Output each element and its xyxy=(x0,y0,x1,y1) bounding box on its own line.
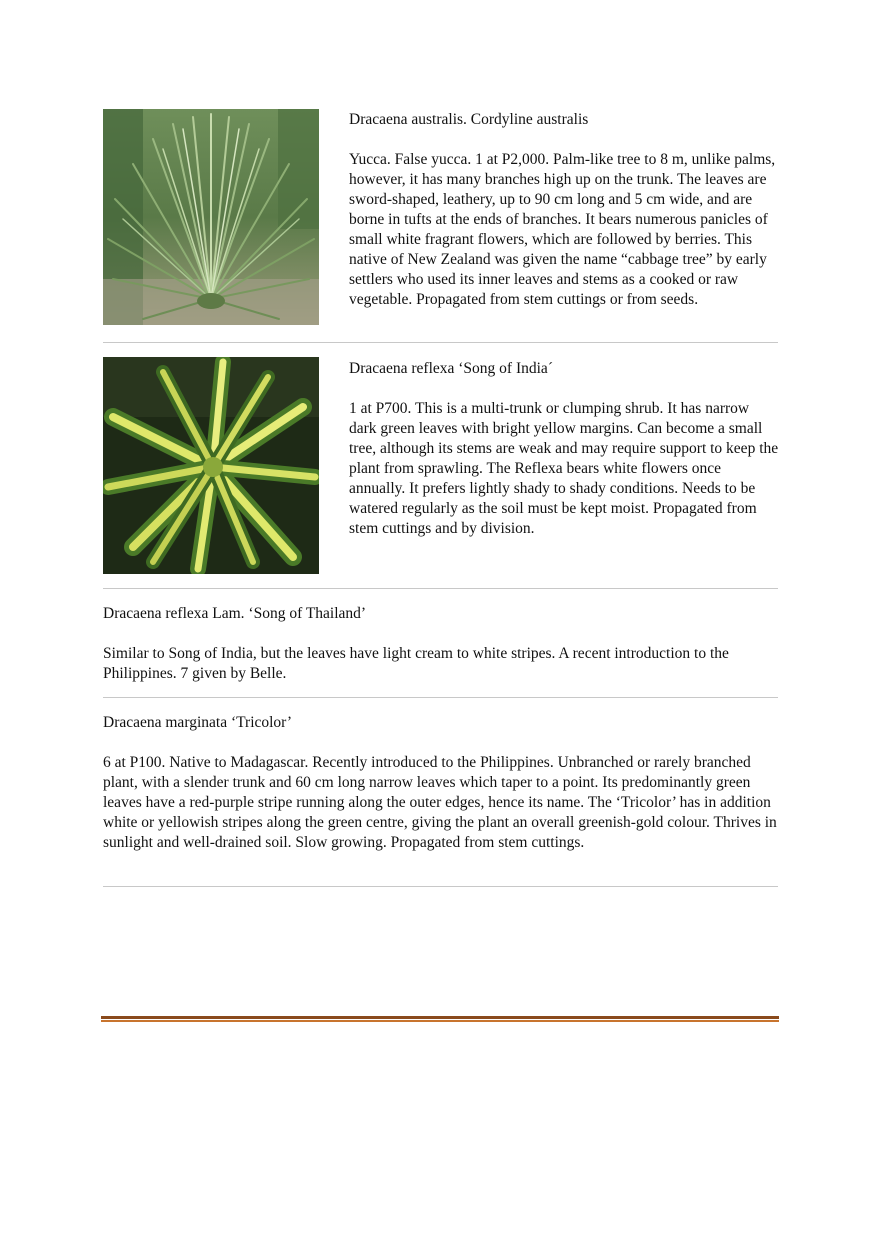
song-of-india-plant-image xyxy=(103,357,319,574)
footer-rule-dark xyxy=(101,1016,779,1019)
entry-song-of-thailand xyxy=(103,604,778,684)
entry-title: Dracaena marginata ‘Tricolor’ xyxy=(103,714,293,731)
song-of-india-photo xyxy=(103,357,319,574)
entry-description: Yucca. False yucca. 1 at P2,000. Palm-like tree to 8 m, unlike palms, however, it has many branches high up on the trunk. The leaves are sword-shaped, leathery, up to 90 cm long and 5 cm wide, and are borne in tufts at the ends of branches. It bears numerous panicles of small white fragrant flowers, which are followed by berries. This native of New Zealand was given the name “cabbage tree” by early settlers who used its inner leaves and stems as a cooked or raw vegetable. Propagated from stem cuttings or from seeds. xyxy=(349,151,776,308)
entry-description: Similar to Song of India, but the leaves have light cream to white stripes. A recent introduction to the Philippines. 7 given by Belle. xyxy=(103,645,729,682)
dracaena-australis-photo xyxy=(103,109,319,325)
dracaena-australis-text xyxy=(349,110,779,310)
divider-rule xyxy=(103,886,778,887)
entry-title: Dracaena reflexa Lam. ‘Song of Thailand’ xyxy=(103,605,367,622)
divider-rule xyxy=(103,588,778,589)
entry-title: Dracaena reflexa ‘Song of India´ xyxy=(349,360,553,377)
cordyline-plant-image xyxy=(103,109,319,325)
divider-rule xyxy=(103,342,778,343)
song-of-india-text xyxy=(349,359,779,539)
entry-description: 6 at P100. Native to Madagascar. Recently introduced to the Philippines. Unbranched or rarely branched plant, with a slender trunk and 60 cm long narrow leaves which taper to a point. Its predominantly green leaves have a red-purple stripe running along the outer edges, hence its name. The ‘Tricolor’ has in addition white or yellowish stripes along the green centre, giving the plant an overall greenish-gold colour. Thrives in sunlight and well-drained soil. Slow growing. Propagated from stem cuttings. xyxy=(103,754,777,851)
entry-tricolor xyxy=(103,713,778,853)
divider-rule xyxy=(103,697,778,698)
entry-title: Dracaena australis. Cordyline australis xyxy=(349,111,589,128)
entry-description: 1 at P700. This is a multi-trunk or clumping shrub. It has narrow dark green leaves with bright yellow margins. Can become a small tree, although its stems are weak and may require support to keep the plant from sprawling. The Reflexa bears white flowers once annually. It prefers lightly shady to shady conditions. Needs to be watered regularly as the soil must be kept moist. Propagated from stem cuttings and by division. xyxy=(349,400,779,537)
footer-rule-light xyxy=(101,1020,779,1022)
entry-song-of-india xyxy=(103,357,778,577)
entry-dracaena-australis xyxy=(103,108,778,328)
